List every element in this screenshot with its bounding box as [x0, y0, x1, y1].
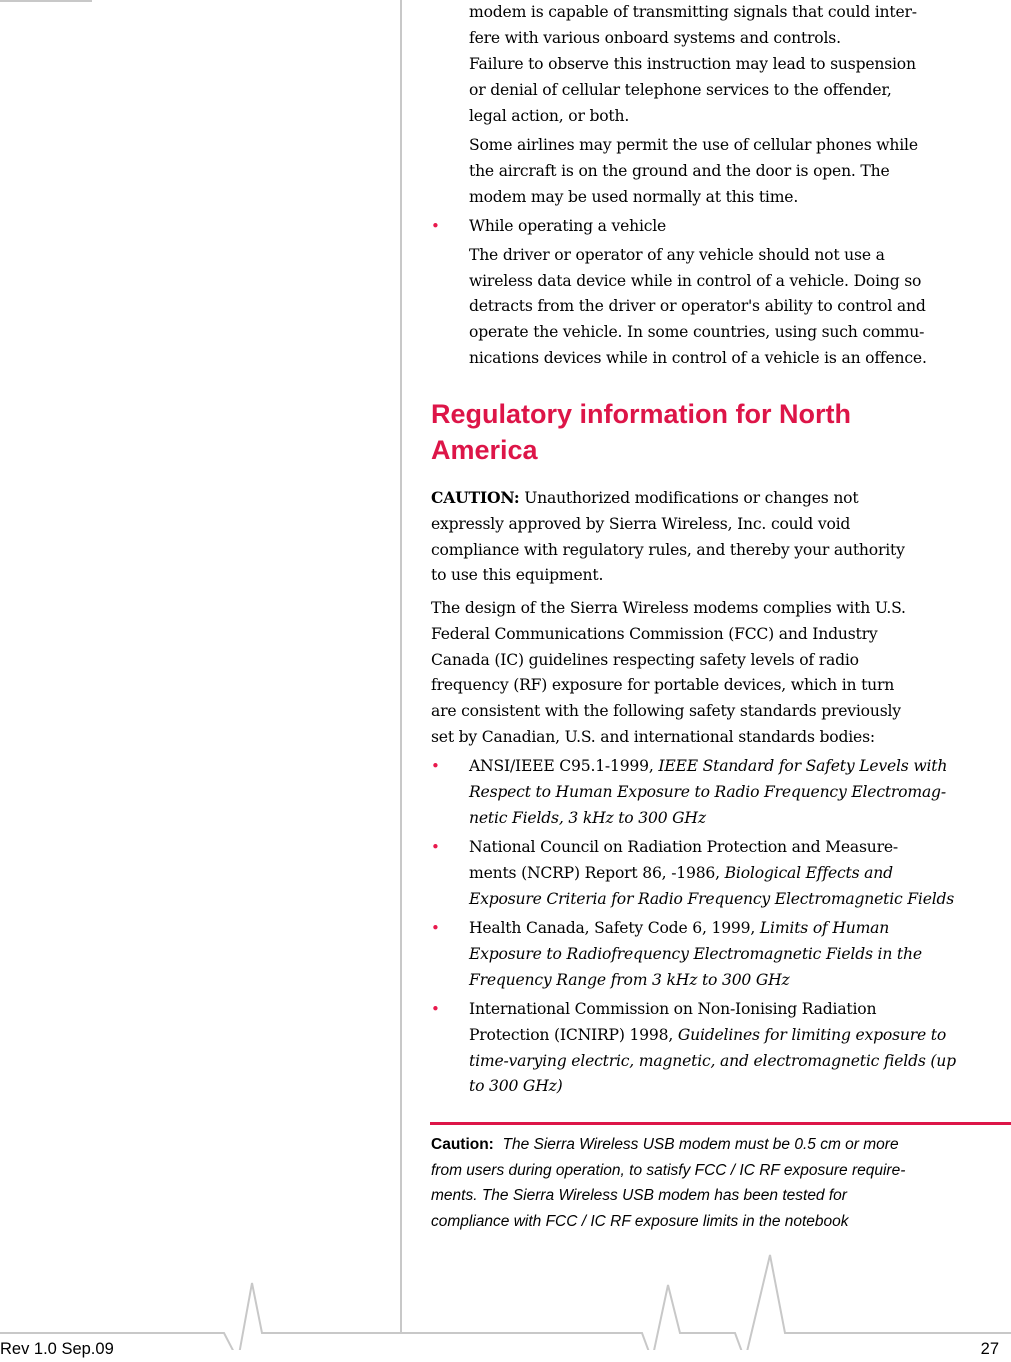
margin-divider-line [400, 0, 402, 1333]
section-heading: Regulatory information for North America [431, 399, 851, 465]
caution-note: Caution: The Sierra Wireless USB modem must be 0.5 cm or more from users during operation, to satisfy FCC / IC RF exposure require- ments. The Sierra Wireless USB modem has been tested for compliance with FCC / IC RF exposure limits in the notebook [431, 1136, 906, 1230]
failure-paragraph: Failure to observe this instruction may lead to suspension or denial of cellular telephone services to the offender, legal action, or both. [469, 55, 916, 125]
caution-rule [430, 1122, 1011, 1125]
bullet-marker: • [431, 1000, 440, 1018]
footer-wave-decoration [0, 1250, 1011, 1350]
caution-note-label: Caution: [431, 1136, 494, 1153]
bullet-marker: • [431, 838, 440, 856]
top-left-rule [0, 0, 92, 2]
footer-revision: Rev 1.0 Sep.09 [0, 1340, 114, 1358]
footer-page-number: 27 [980, 1340, 999, 1358]
airline-ground-paragraph: Some airlines may permit the use of cellular phones while the aircraft is on the ground and the door is open. The modem may be used normally at this time. [469, 136, 918, 206]
design-compliance-paragraph: The design of the Sierra Wireless modems complies with U.S. Federal Communications Commission (FCC) and Industry Canada (IC) guidelines respecting safety levels of radio frequency (RF) exposure for portable devices, which in turn are consistent with the following safety standards previously set by Canadian, U.S. and international standards bodies: [431, 599, 906, 746]
bullet-marker: • [431, 217, 440, 235]
bullet-marker: • [431, 757, 440, 775]
caution-paragraph: CAUTION: Unauthorized modifications or changes not expressly approved by Sierra Wireless, Inc. could void compliance with regulatory rules, and thereby your authority to use this equipment. [431, 488, 905, 585]
vehicle-bullet-title: While operating a vehicle [469, 217, 667, 235]
caution-label: CAUTION: [431, 488, 520, 507]
bullet-marker: • [431, 919, 440, 937]
airline-paragraph-continued: modem is capable of transmitting signals that could inter- fere with various onboard systems and controls. [469, 3, 917, 47]
footer-wave-line [0, 1255, 1011, 1350]
